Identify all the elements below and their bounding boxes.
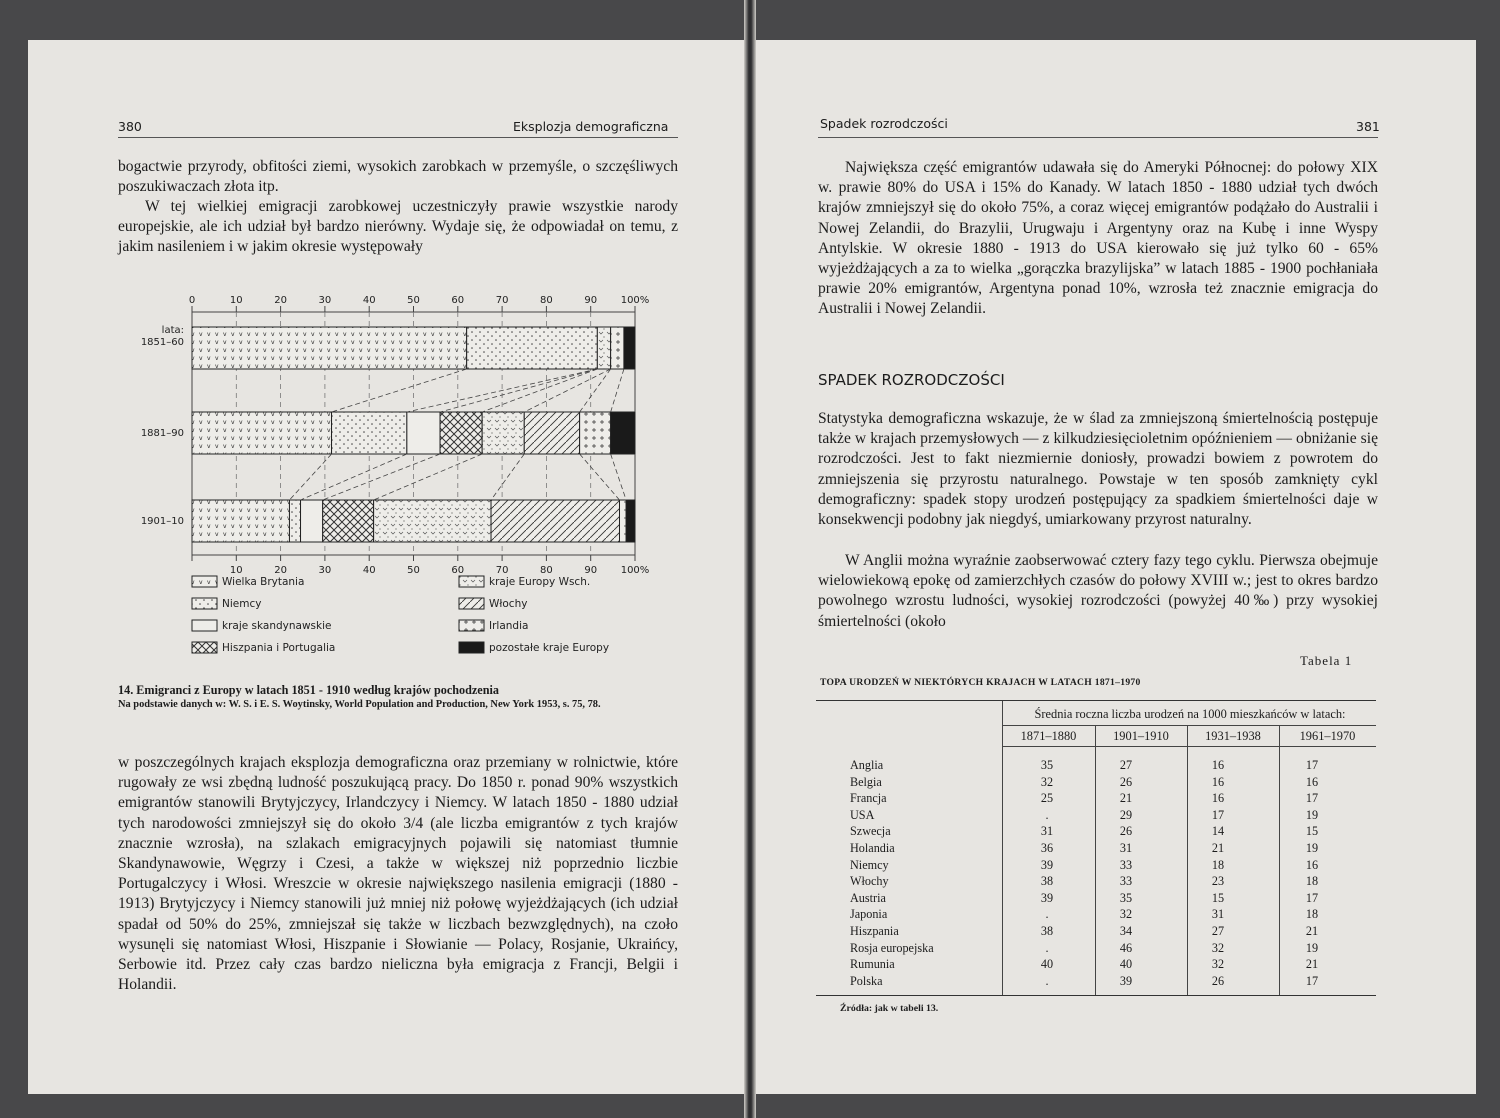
table-cell: 36 <box>1040 841 1054 855</box>
figure-caption-source: Na podstawie danych w: W. S. i E. S. Woytinsky, World Population and Production, New York 1953, s. 75, 78. <box>118 699 601 710</box>
legend-label: Niemcy <box>222 598 262 610</box>
table-cell: 25 <box>1040 791 1054 806</box>
table-group-header: Średnia roczna liczba urodzeń na 1000 mieszkańców w latach: <box>1034 707 1346 721</box>
table-cell: 39 <box>1040 890 1054 905</box>
table-cell: 19 <box>1305 807 1319 822</box>
table-cell: 16 <box>1211 774 1225 789</box>
x-tick-label-bottom: 70 <box>495 565 509 576</box>
table-cell: 27 <box>1119 758 1133 772</box>
table-row-country: Holandia <box>850 841 895 855</box>
table-cell: 21 <box>1305 924 1319 938</box>
right-paragraph-3: W Anglii można wyraźnie zaobserwować cztery fazy tego cyklu. Pierwsza obejmuje wielowiekową epokę od zamierzchłych czasów do połowy XVIII w.; jest to okres bardzo powolnego wzrostu ludności, wysokiej rozrodczości (powyżej 40‰) przy wysokiej śmiertelności (około <box>818 552 1378 630</box>
y-label-prefix: lata: <box>161 325 184 336</box>
legend-label: Irlandia <box>489 620 529 632</box>
table-row-country: USA <box>850 807 875 822</box>
page-number-left: 380 <box>118 119 142 134</box>
table-cell: 46 <box>1119 940 1133 955</box>
x-tick-label-top: 100% <box>620 295 650 306</box>
table-cell: 33 <box>1119 874 1133 889</box>
figure-caption-title: 14. Emigranci z Europy w latach 1851 - 1910 według krajów pochodzenia <box>118 683 499 697</box>
header-rule-right <box>818 137 1378 138</box>
table-row-country: Rosja europejska <box>850 940 934 955</box>
table-cell: 35 <box>1119 890 1133 905</box>
table-cell: 16 <box>1211 791 1225 806</box>
right-paragraph-2: Statystyka demograficzna wskazuje, że w ślad za zmniejszoną śmiertelnością postępuje także w krajach przemysłowych — z kilkudziesięcioletnim opóźnieniem — obniżanie się rozrodczości. Jest to fakt niezmiernie doniosły, prowadzi bowiem z powrotem do zmniejszenia się przyrostu naturalnego. Powstaje w ten sposób zamknięty cykl demograficzny: spadek stopy urodzeń postępujący za spadkiem śmiertelności daje w konsekwencji podobny jak niegdyś, umiarkowany przyrost naturalny. <box>818 410 1378 529</box>
table-cell: 19 <box>1305 940 1319 955</box>
table-row-country: Polska <box>850 973 883 988</box>
table-cell: 34 <box>1119 924 1133 938</box>
x-tick-label-bottom: 50 <box>407 565 420 576</box>
section-heading: SPADEK ROZRODCZOŚCI <box>818 371 1005 389</box>
table-cell: . <box>1045 940 1049 955</box>
birth-rate-table <box>816 700 1376 996</box>
x-tick-label-bottom: 20 <box>274 565 287 576</box>
table-cell: 17 <box>1211 807 1225 822</box>
x-tick-label-top: 0 <box>188 295 196 306</box>
table-cell: 32 <box>1119 907 1133 922</box>
table-cell: 31 <box>1119 841 1133 855</box>
table-cell: 15 <box>1305 824 1319 839</box>
x-tick-label-top: 60 <box>451 295 465 306</box>
table-cell: 38 <box>1040 924 1054 938</box>
x-tick-label-top: 50 <box>407 295 420 306</box>
table-cell: 31 <box>1211 907 1225 922</box>
table-cell: 15 <box>1211 890 1225 905</box>
table-cell: 38 <box>1040 874 1054 889</box>
table-cell: 16 <box>1211 758 1225 772</box>
table-row-country: Austria <box>850 890 886 905</box>
table-cell: 18 <box>1305 907 1319 922</box>
legend-label: Wielka Brytania <box>222 576 305 588</box>
table-row-country: Anglia <box>850 758 884 772</box>
table-cell: 17 <box>1305 791 1319 806</box>
table-column-header: 1871–1880 <box>1020 729 1077 743</box>
table-cell: 32 <box>1211 940 1225 955</box>
page-number-right: 381 <box>1356 119 1380 134</box>
table-row-country: Francja <box>850 791 887 806</box>
table-cell: 16 <box>1305 774 1319 789</box>
left-paragraph-2: W tej wielkiej emigracji zarobkowej uczestniczyły prawie wszystkie narody europejskie, ale ich udział był bardzo nierówny. Wydaje się, że odpowiadał on temu, z jakim nasileniem i w jakim okresie występowały <box>118 198 678 256</box>
x-tick-label-bottom: 10 <box>229 565 243 576</box>
legend-label: kraje skandynawskie <box>222 620 332 632</box>
x-tick-label-top: 30 <box>318 295 332 306</box>
legend-label: Hiszpania i Portugalia <box>222 642 336 654</box>
table-cell: 17 <box>1305 758 1319 772</box>
x-tick-label-top: 10 <box>229 295 243 306</box>
x-tick-label-top: 70 <box>495 295 509 306</box>
table-cell: 39 <box>1119 973 1133 988</box>
table-cell: . <box>1045 973 1049 988</box>
legend-label: Włochy <box>489 598 528 610</box>
left-paragraph-1: bogactwie przyrody, obfitości ziemi, wysokich zarobkach w przemyśle, o szczęśliwych poszukiwaczach złota itp. <box>118 158 678 196</box>
table-row-country: Niemcy <box>850 857 889 872</box>
table-row-country: Szwecja <box>850 824 891 839</box>
table-cell: 33 <box>1119 857 1133 872</box>
table-cell: 18 <box>1211 857 1225 872</box>
table-cell: . <box>1045 907 1049 922</box>
x-tick-label-bottom: 30 <box>318 565 332 576</box>
y-category-label: 1851–60 <box>140 337 184 348</box>
table-cell: 21 <box>1305 957 1319 972</box>
table-label: Tabela 1 <box>1300 653 1353 668</box>
table-row-country: Włochy <box>850 874 889 889</box>
table-row-country: Rumunia <box>850 957 895 972</box>
table-row-country: Belgia <box>850 774 882 789</box>
left-paragraph-3: w poszczególnych krajach eksplozja demograficzna oraz przemiany w rolnictwie, które rugowały ze wsi zbędną ludność poszukującą pracy. Do 1850 r. ponad 90% wszystkich emigrantów stanowili Brytyjczycy, Irlandczycy i Niemcy. W latach 1850 - 1880 udział tych narodowości zmniejszył się do około 3/4 (ale liczba emigrantów z tych krajów znacznie wzrosła), na szlakach emigracyjnych pojawili się natomiast tłumnie Skandynawowie, Węgrzy i Czesi, a także w większej niż poprzednio liczbie Portugalczycy i Włosi. Wreszcie w okresie największego nasilenia emigracji (1880 - 1913) Brytyjczycy i Niemcy stanowili już mniej niż połowę wyjeżdżających (ich udział spadał od 50% do 25%, zmniejszał się także w liczbach bezwzględnych), na czoło wysunęli się natomiast Włosi, Hiszpanie i Słowianie — Polacy, Rosjanie, Ukraińcy, Serbowie itd. Przez cały czas bardzo nieliczna była emigracja z Francji, Belgii i Holandii. <box>118 754 678 994</box>
table-source: Źródła: jak w tabeli 13. <box>840 1003 939 1014</box>
table-cell: 31 <box>1040 824 1054 839</box>
table-column-header: 1901–1910 <box>1113 729 1169 743</box>
table-cell: 40 <box>1119 957 1133 972</box>
x-tick-label-top: 80 <box>540 295 553 306</box>
table-cell: 32 <box>1211 957 1225 972</box>
table-cell: 26 <box>1119 824 1133 839</box>
table-cell: 40 <box>1040 957 1054 972</box>
table-cell: 18 <box>1305 874 1319 889</box>
y-category-label: 1901–10 <box>140 516 184 527</box>
table-cell: 17 <box>1305 973 1319 988</box>
table-cell: 29 <box>1119 807 1133 822</box>
table-cell: . <box>1045 807 1049 822</box>
table-cell: 26 <box>1211 973 1225 988</box>
table-cell: 19 <box>1305 841 1319 855</box>
legend-label: pozostałe kraje Europy <box>489 642 610 654</box>
x-tick-label-bottom: 90 <box>584 565 598 576</box>
x-tick-label-top: 20 <box>274 295 287 306</box>
y-category-label: 1881–90 <box>140 428 184 439</box>
x-tick-label-bottom: 60 <box>451 565 465 576</box>
x-tick-label-bottom: 100% <box>620 565 650 576</box>
table-cell: 32 <box>1040 774 1054 789</box>
table-cell: 27 <box>1211 924 1225 938</box>
table-cell: 16 <box>1305 857 1319 872</box>
table-cell: 14 <box>1211 824 1225 839</box>
table-cell: 23 <box>1211 874 1225 889</box>
table-cell: 17 <box>1305 890 1319 905</box>
table-cell: 26 <box>1119 774 1133 789</box>
table-row-country: Hiszpania <box>850 924 899 938</box>
x-tick-label-top: 90 <box>584 295 598 306</box>
x-tick-label-bottom: 40 <box>362 565 376 576</box>
table-column-header: 1961–1970 <box>1299 729 1356 743</box>
table-title: TOPA URODZEŃ W NIEKTÓRYCH KRAJACH W LATACH 1871–1970 <box>820 677 1141 688</box>
table-cell: 21 <box>1119 791 1133 806</box>
table-cell: 39 <box>1040 857 1054 872</box>
table-cell: 21 <box>1211 841 1225 855</box>
table-row-country: Japonia <box>850 907 888 922</box>
legend-label: kraje Europy Wsch. <box>489 576 591 588</box>
x-tick-label-bottom: 80 <box>540 565 553 576</box>
right-paragraph-1: Największa część emigrantów udawała się do Ameryki Północnej: do połowy XIX w. prawie 80% do USA i 15% do Kanady. W latach 1850 - 1880 udział tych dwóch krajów zmniejszył się do około 75%, a coraz więcej emigrantów podążało do Australii i Nowej Zelandii, do Brazylii, Urugwaju i Argentyny oraz na Kubę i inne Wyspy Antylskie. W okresie 1880 - 1913 do USA kierowało się już tylko 60 - 65% wyjeżdżających a za to wielka „gorączka brazylijska” w latach 1885 - 1900 pochłaniała prawie 20% emigrantów, Argentyna ponad 10%, wzrosła też znacznie emigracja do Australii i Nowej Zelandii. <box>818 159 1378 318</box>
running-head-left: Eksplozja demograficzna <box>513 119 669 134</box>
running-head-right: Spadek rozrodczości <box>820 116 948 131</box>
x-tick-label-top: 40 <box>362 295 376 306</box>
table-cell: 35 <box>1040 758 1054 772</box>
table-column-header: 1931–1938 <box>1205 729 1261 743</box>
